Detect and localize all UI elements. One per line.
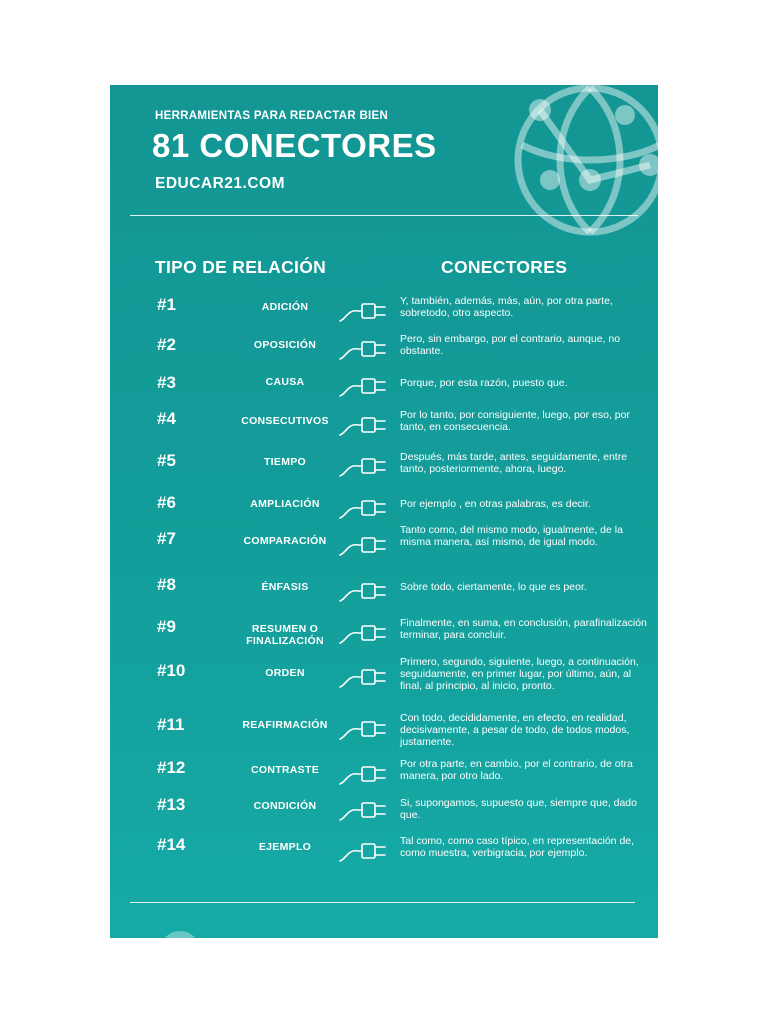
relation-type: ADICIÓN [261, 301, 309, 313]
connector-list: Si, supongamos, supuesto que, siempre que, dado que. [400, 797, 637, 821]
relation-type: TIEMPO [263, 456, 307, 468]
row-number: #8 [157, 575, 176, 594]
connector-list: Con todo, decididamente, en efecto, en realidad, decisivamente, a pesar de todo, de todos modos, justamente. [400, 712, 630, 748]
row-number: #4 [157, 409, 176, 428]
connector-list: Primero, segundo, siguiente, luego, a continuación, seguidamente, en primer lugar, por último, aún, al final, al principio, al inicio, pronto. [400, 656, 639, 692]
relation-type: RESUMEN O FINALIZACIÓN [246, 623, 324, 647]
row-number: #9 [157, 617, 176, 636]
plug-icon [338, 839, 390, 863]
connector-list: Por lo tanto, por consiguiente, luego, por eso, por tanto, en consecuencia. [400, 409, 630, 433]
relation-type: ÉNFASIS [261, 581, 309, 593]
row-number: #11 [157, 715, 185, 734]
connector-list: Sobre todo, ciertamente, lo que es peor. [400, 581, 587, 593]
relation-type: AMPLIACIÓN [250, 498, 320, 510]
plug-icon [338, 621, 390, 645]
connector-list: Por otra parte, en cambio, por el contrario, de otra manera, por otro lado. [400, 758, 633, 782]
row-number: #13 [157, 795, 186, 814]
relation-type: ORDEN [265, 667, 305, 679]
connector-list: Tanto como, del mismo modo, igualmente, de la misma manera, así mismo, de igual modo. [400, 524, 623, 548]
relation-type: CAUSA [265, 376, 305, 388]
plug-icon [338, 717, 390, 741]
relation-type: COMPARACIÓN [243, 535, 327, 547]
column-header-relation-type: TIPO DE RELACIÓN [155, 257, 327, 277]
plug-icon [338, 374, 390, 398]
row-number: #10 [157, 661, 186, 680]
top-divider [130, 215, 638, 216]
bottom-divider [130, 902, 635, 903]
row-number: #1 [157, 295, 176, 314]
plug-icon [338, 299, 390, 323]
plug-icon [338, 413, 390, 437]
page-title: 81 CONECTORES [152, 127, 437, 164]
footer-decoration [160, 931, 200, 938]
header-kicker: HERRAMIENTAS PARA REDACTAR BIEN [155, 110, 389, 122]
relation-type: OPOSICIÓN [253, 339, 317, 351]
plug-icon [338, 579, 390, 603]
row-number: #2 [157, 335, 176, 354]
row-number: #5 [157, 451, 176, 470]
plug-icon [338, 762, 390, 786]
site-name: EDUCAR21.COM [155, 175, 286, 192]
connector-list: Pero, sin embargo, por el contrario, aunque, no obstante. [400, 333, 621, 357]
plug-icon [338, 533, 390, 557]
connector-list: Y, también, además, más, aún, por otra parte, sobretodo, otro aspecto. [400, 295, 613, 319]
row-number: #12 [157, 758, 186, 777]
plug-icon [338, 454, 390, 478]
column-header-connectors: CONECTORES [441, 257, 568, 277]
plug-icon [338, 496, 390, 520]
infographic-poster [110, 85, 658, 938]
connector-list: Por ejemplo , en otras palabras, es decir. [400, 498, 591, 510]
plug-icon [338, 665, 390, 689]
connector-list: Porque, por esta razón, puesto que. [400, 377, 568, 389]
row-number: #14 [157, 835, 186, 854]
row-number: #3 [157, 373, 176, 392]
plug-icon [338, 337, 390, 361]
relation-type: CONSECUTIVOS [241, 415, 329, 427]
relation-type: EJEMPLO [258, 841, 312, 853]
connector-list: Después, más tarde, antes, seguidamente, entre tanto, posteriormente, ahora, luego. [400, 451, 628, 475]
connector-list: Finalmente, en suma, en conclusión, parafinalización terminar, para concluir. [400, 617, 647, 641]
relation-type: CONDICIÓN [253, 800, 317, 812]
plug-icon [338, 798, 390, 822]
relation-type: REAFIRMACIÓN [242, 719, 328, 731]
globe-network-icon [510, 85, 658, 255]
relation-type: CONTRASTE [250, 764, 320, 776]
connector-list: Tal como, como caso típico, en representación de, como muestra, verbigracia, por ejemplo. [400, 835, 635, 859]
row-number: #7 [157, 529, 176, 548]
row-number: #6 [157, 493, 176, 512]
